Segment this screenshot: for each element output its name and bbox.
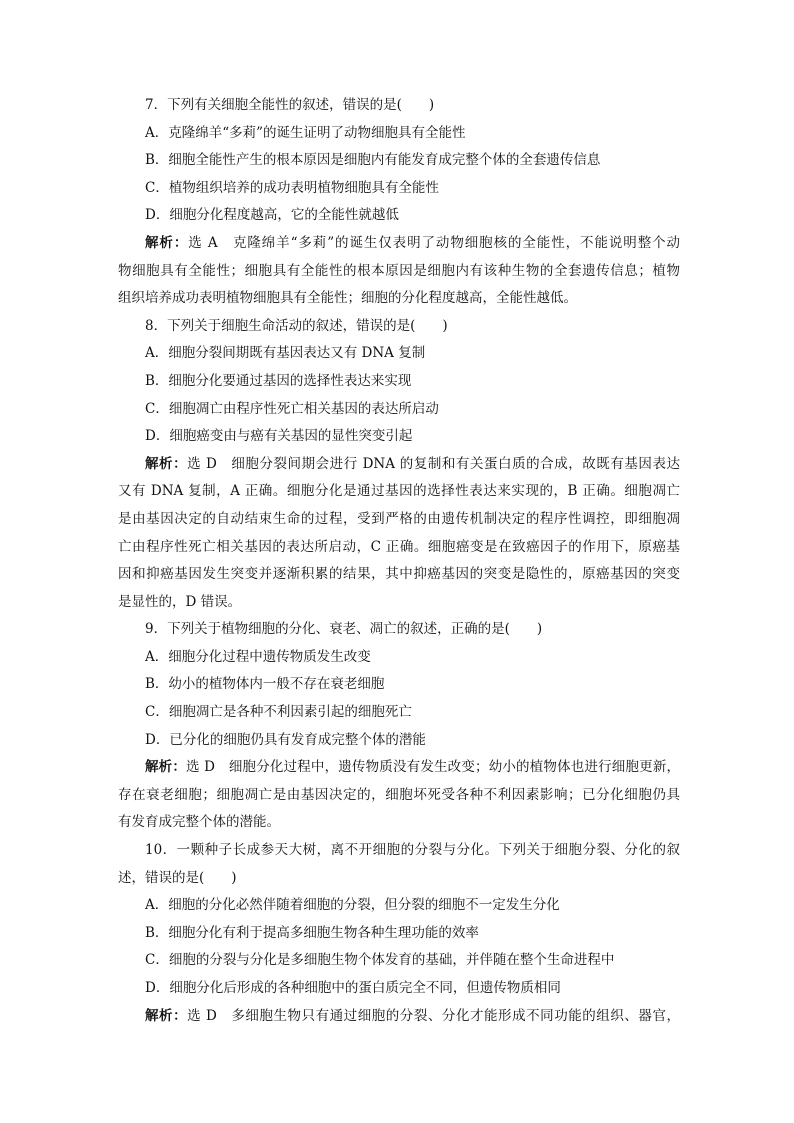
question-10-line-2: 述，错误的是( ) <box>118 869 237 886</box>
question-9-option-b: B．幼小的植物体内一般不存在衰老细胞 <box>145 676 385 693</box>
question-8-option-d: D．细胞癌变由与癌有关基因的显性突变引起 <box>145 428 413 445</box>
question-7-analysis-line-3: 组织培养成功表明植物细胞具有全能性；细胞的分化程度越高，全能性越低。 <box>118 290 577 307</box>
question-7-option-c: C．植物组织培养的成功表明植物细胞具有全能性 <box>145 179 439 196</box>
question-10-line-1: 10．一颗种子长成参天大树，离不开细胞的分裂与分化。下列关于细胞分裂、分化的叙 <box>145 842 680 859</box>
question-8-analysis-line-4: 亡由程序性死亡相关基因的表达所启动，C 正确。细胞癌变是在致癌因子的作用下，原癌基 <box>118 538 680 555</box>
analysis-label: 解析： <box>145 759 187 776</box>
question-7-option-a: A．克隆绵羊“多莉”的诞生证明了动物细胞具有全能性 <box>145 124 466 141</box>
question-10-analysis-line-1 <box>118 1003 680 1031</box>
document-page <box>118 92 680 1030</box>
question-9-option-a: A．细胞分化过程中遗传物质发生改变 <box>145 648 371 665</box>
question-8: 8．下列关于细胞生命活动的叙述，错误的是( ) <box>145 317 448 334</box>
question-8-analysis-line-1 <box>118 451 680 479</box>
question-10-option-a: A．细胞的分化必然伴随着细胞的分裂，但分裂的细胞不一定发生分化 <box>145 897 560 914</box>
question-7-analysis-line-1 <box>118 230 680 258</box>
question-10-option-c: C．细胞的分裂与分化是多细胞生物个体发育的基础，并伴随在整个生命进程中 <box>145 952 615 969</box>
question-10-option-b: B．细胞分化有利于提高多细胞生物各种生理功能的效率 <box>145 924 479 941</box>
question-8-option-b: B．细胞分化要通过基因的选择性表达来实现 <box>145 372 412 389</box>
question-9-analysis-line-3: 有发育成完整个体的潜能。 <box>118 814 280 831</box>
question-7: 7．下列有关细胞全能性的叙述，错误的是( ) <box>145 97 435 113</box>
question-8-analysis-line-5: 因和抑癌基因发生突变并逐渐积累的结果，其中抑癌基因的突变是隐性的，原癌基因的突变 <box>118 566 680 583</box>
analysis-label: 解析： <box>145 455 188 472</box>
question-10-option-d: D．细胞分化后形成的各种细胞中的蛋白质完全不同，但遗传物质相同 <box>145 980 561 996</box>
question-9-analysis-line-1 <box>118 754 680 782</box>
question-9-analysis-line-2: 存在衰老细胞；细胞凋亡是由基因决定的，细胞坏死受各种不利因素影响；已分化细胞仍具 <box>118 786 680 803</box>
question-9-option-c: C．细胞凋亡是各种不利因素引起的细胞死亡 <box>145 704 412 721</box>
analysis-text: 选 D 细胞分裂间期会进行 DNA 的复制和有关蛋白质的合成，故既有基因表达 <box>187 455 680 472</box>
question-8-analysis-line-6: 是显性的，D 错误。 <box>118 593 242 610</box>
question-7-option-d: D．细胞分化程度越高，它的全能性就越低 <box>145 207 399 224</box>
question-8-option-a: A．细胞分裂间期既有基因表达又有 DNA 复制 <box>145 345 426 362</box>
question-8-option-c: C．细胞凋亡由程序性死亡相关基因的表达所启动 <box>145 400 439 417</box>
analysis-text: 选 A 克隆绵羊“多莉”的诞生仅表明了动物细胞核的全能性，不能说明整个动 <box>188 234 681 251</box>
analysis-text: 选 D 多细胞生物只有通过细胞的分裂、分化才能形成不同功能的组织、器官， <box>187 1007 680 1024</box>
question-7-option-b: B．细胞全能性产生的根本原因是细胞内有能发育成完整个体的全套遗传信息 <box>145 152 601 169</box>
analysis-label: 解析： <box>145 1007 188 1024</box>
analysis-text: 选 D 细胞分化过程中，遗传物质没有发生改变；幼小的植物体也进行细胞更新， <box>186 759 680 776</box>
question-7-analysis-line-2: 物细胞具有全能性；细胞具有全能性的根本原因是细胞内有该种生物的全套遗传信息；植物 <box>118 262 680 279</box>
question-9: 9．下列关于植物细胞的分化、衰老、凋亡的叙述，正确的是( ) <box>145 621 543 638</box>
question-8-analysis-line-3: 是由基因决定的自动结束生命的过程，受到严格的由遗传机制决定的程序性调控，即细胞凋 <box>118 510 680 527</box>
analysis-label: 解析： <box>145 234 189 251</box>
question-8-analysis-line-2: 又有 DNA 复制，A 正确。细胞分化是通过基因的选择性表达来实现的，B 正确。细胞凋亡 <box>118 483 680 500</box>
question-9-option-d: D．已分化的细胞仍具有发育成完整个体的潜能 <box>145 731 426 748</box>
